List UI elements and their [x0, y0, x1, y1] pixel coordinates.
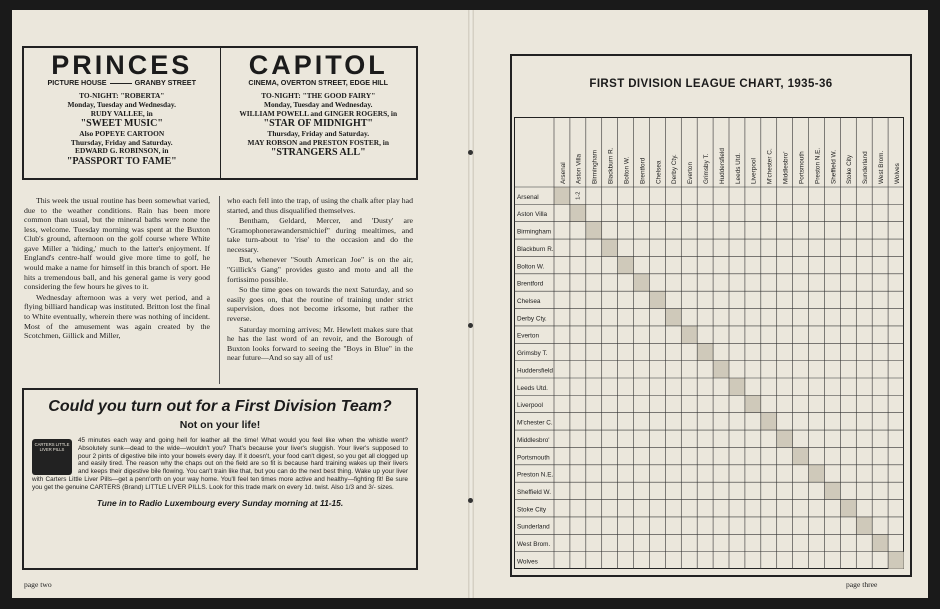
row-team-label: Aston Villa	[517, 211, 548, 219]
column-team-label: Chelsea	[655, 160, 663, 184]
diagonal-cell	[809, 465, 825, 482]
row-team-label: Brentford	[517, 280, 544, 288]
article-paragraph: This week the usual routine has been somewhat varied, due to the weather conditions. Rain has been more common than usual, but the mineral baths were none the less, welcome. Tuesday morning was spent at the Buxton Club's ground, afternoon on the golf course where White gave Miller a 'hiding,' much to the latter's enjoyment. If England's centre-half would give more time to golf, he would make a name for himself in this branch of sport. He hits a tremendous ball, and his general game is very good considering the few hours he gives to it.	[24, 196, 210, 292]
capitol-venue: CINEMA, OVERTON STREET, EDGE HILL	[248, 78, 389, 87]
article-column-left	[24, 196, 210, 342]
folio-left: page two	[24, 580, 52, 589]
column-team-label: Huddersfield	[718, 148, 726, 184]
row-team-label: Portsmouth	[517, 454, 550, 462]
column-team-label: Preston N.E.	[814, 147, 822, 184]
diagonal-cell	[745, 395, 761, 412]
princes-days2: Thursday, Friday and Saturday.	[70, 137, 173, 147]
column-team-label: Stoke City	[846, 154, 854, 184]
princes-venue-left: PICTURE HOUSE	[47, 78, 107, 87]
column-team-label: M'chester C.	[766, 148, 774, 184]
pills-subheadline: Not on your life!	[179, 419, 261, 431]
article-paragraph: who each fell into the trap, of using the chalk after play had started, and thus disqualified themselves.	[227, 196, 413, 215]
diagonal-cell	[761, 413, 777, 430]
venue-separator	[110, 83, 132, 84]
diagonal-cell	[681, 326, 697, 343]
column-team-label: Portsmouth	[798, 151, 806, 184]
row-team-label: Chelsea	[517, 297, 541, 305]
pill-pack-logo	[32, 439, 72, 475]
pill-pack-text: CARTERS LITTLE LIVER PILLS	[34, 442, 70, 452]
diagonal-cell	[793, 447, 809, 464]
princes-days1: Monday, Tuesday and Wednesday.	[67, 100, 176, 110]
diagonal-cell	[554, 187, 570, 204]
column-team-label: Liverpool	[750, 158, 758, 184]
row-team-label: Wolves	[517, 558, 538, 566]
row-team-label: West Brom.	[517, 541, 551, 549]
row-team-label: Middlesbro'	[517, 436, 550, 444]
column-team-label: Derby Cty.	[671, 154, 679, 184]
column-team-label: Wolves	[893, 163, 901, 184]
column-team-label: Grimsby T.	[703, 153, 710, 184]
article-paragraph: Saturday morning arrives; Mr. Hewlett makes sure that he has the last word of an revoir, and the Borough of Buxton looks forward to seeing the "Boys in Blue" in the near future—And so say all of us!	[227, 324, 413, 363]
capitol-ad	[220, 48, 417, 178]
princes-film1: "SWEET MUSIC"	[80, 118, 163, 130]
chart-title: FIRST DIVISION LEAGUE CHART, 1935-36	[589, 78, 833, 90]
princes-tonight: TO-NIGHT: "ROBERTA"	[79, 91, 165, 101]
diagonal-cell	[697, 343, 713, 360]
column-team-label: Brentford	[639, 157, 647, 184]
capitol-film2: "STRANGERS ALL"	[270, 147, 366, 159]
column-team-label: Everton	[687, 161, 695, 184]
row-team-label: Bolton W.	[517, 263, 545, 271]
row-team-label: Sheffield W.	[517, 488, 551, 496]
princes-ad	[24, 48, 220, 178]
column-team-label: Middlesbro'	[782, 151, 790, 184]
pills-body	[32, 437, 408, 492]
diagonal-cell	[729, 378, 745, 395]
row-team-label: Derby Cty.	[517, 315, 547, 323]
row-team-label: Sunderland	[517, 523, 550, 531]
staple-bottom	[468, 498, 473, 503]
pills-radio-line: Tune in to Radio Luxembourg every Sunday morning at 11-15.	[96, 497, 344, 508]
staple-middle	[468, 323, 473, 328]
column-team-label: Bolton W.	[623, 156, 631, 184]
article-paragraph: So the time goes on towards the next Saturday, and so easily goes on, that the routine of training under strict supervision, does not become irksome, but rather the reverse.	[227, 285, 413, 323]
row-team-label: Leeds Utd.	[517, 384, 548, 392]
diagonal-cell	[872, 534, 888, 551]
capitol-star1: WILLIAM POWELL and GINGER ROGERS, in	[239, 108, 398, 118]
folio-right: page three	[846, 580, 878, 589]
result-cell: 1-2	[575, 191, 582, 200]
princes-star2: EDWARD G. ROBINSON, in	[75, 146, 169, 156]
column-team-label: Aston Villa	[575, 153, 583, 184]
league-chart-grid	[514, 117, 904, 569]
diagonal-cell	[586, 222, 602, 239]
article-paragraph: Bentham, Geldard, Mercer, and 'Dusty' are "Gramophonerawandersmichief" during mealtimes, and take turn-about to 'rise' to the occasion and do the necessary.	[227, 216, 413, 254]
capitol-days2: Thursday, Friday and Saturday.	[267, 129, 370, 139]
staple-top	[468, 150, 473, 155]
column-team-label: Blackburn R.	[607, 147, 615, 184]
row-team-label: Huddersfield	[517, 367, 553, 375]
row-team-label: Blackburn R.	[517, 245, 554, 253]
article-column-right	[227, 196, 413, 364]
princes-film2: "PASSPORT TO FAME"	[66, 156, 177, 168]
diagonal-cell	[602, 239, 618, 256]
row-team-label: Preston N.E.	[517, 471, 554, 479]
pills-headline: Could you turn out for a First Division Team?	[48, 398, 392, 415]
row-team-label: Stoke City	[517, 506, 547, 514]
liver-pills-ad	[22, 388, 418, 570]
capitol-name: CAPITOL	[248, 50, 388, 80]
column-team-label: Sunderland	[862, 151, 870, 184]
princes-star1: RUDY VALLEE, in	[90, 108, 153, 118]
diagonal-cell	[634, 274, 650, 291]
row-team-label: Grimsby T.	[517, 350, 548, 358]
capitol-days1: Monday, Tuesday and Wednesday.	[263, 100, 373, 110]
capitol-film1: "STAR OF MIDNIGHT"	[263, 118, 373, 130]
princes-venue-right: GRANBY STREET	[134, 78, 196, 87]
pills-body-text: 45 minutes each way and going hell for leather all the time! What would you feel like when the whistle went? Absolutely sunk—dead to the wide—wouldn't you? That's because your liver's sluggish. Your liver's supposed to pour 2 pints of digestive bile into your bowels every day. If it doesn't, your food can't digest, so you get all clogged up and easily tired. The reason why the chaps out on the field are so fit is because hard training wakes up their livers and keeps their digestive bile flowing. You can't train like that, but you can do the next best thing. Wake up your liver with Carters Little Liver Pills—get a penn'orth on your way home. You'll feel ten times more active and healthy—fighting fit! Be sure you get the genuine CARTERS (Brand) LITTLE LIVER PILLS. Look for this trade mark on every 1d. twist. Also 1/3 and 3/- sizes.	[32, 437, 408, 491]
diagonal-cell	[888, 552, 904, 569]
column-team-label: Leeds Utd.	[734, 153, 742, 184]
princes-extra: Also POPEYE CARTOON	[79, 129, 165, 139]
diagonal-cell	[570, 204, 586, 221]
article-paragraph: Wednesday afternoon was a very wet period, and a flying billiard handicap was instituted. Britton lost the final to White eventually, wherein there was nothing of incident. Most of the amusement was again created by the Scotchmen, Gillick and Miller,	[24, 292, 210, 341]
column-team-label: Sheffield W.	[830, 150, 838, 184]
diagonal-cell	[856, 517, 872, 534]
diagonal-cell	[713, 361, 729, 378]
column-team-label: Arsenal	[559, 162, 567, 184]
article-paragraph: But, whenever "South American Joe" is on the air, "Gillick's Gang" provides gusto and moto and all the fortissimo possible.	[227, 255, 413, 284]
row-team-label: Arsenal	[517, 193, 539, 201]
column-rule	[219, 196, 220, 384]
column-team-label: West Brom.	[878, 150, 885, 184]
column-team-label: Birmingham	[591, 149, 599, 184]
row-team-label: Liverpool	[517, 402, 543, 410]
page-gutter	[468, 10, 474, 598]
diagonal-cell	[840, 500, 856, 517]
diagonal-cell	[665, 309, 681, 326]
article	[24, 196, 414, 384]
diagonal-cell	[618, 256, 634, 273]
princes-venue	[24, 79, 220, 87]
cinema-ads	[22, 46, 418, 180]
princes-name: PRINCES	[51, 50, 193, 80]
capitol-star2: MAY ROBSON and PRESTON FOSTER, in	[247, 137, 389, 147]
diagonal-cell	[649, 291, 665, 308]
capitol-tonight: TO-NIGHT: "THE GOOD FAIRY"	[261, 91, 376, 101]
row-team-label: Birmingham	[517, 228, 552, 236]
diagonal-cell	[777, 430, 793, 447]
diagonal-cell	[824, 482, 840, 499]
row-team-label: Everton	[517, 332, 540, 340]
row-team-label: M'chester C.	[517, 419, 553, 427]
